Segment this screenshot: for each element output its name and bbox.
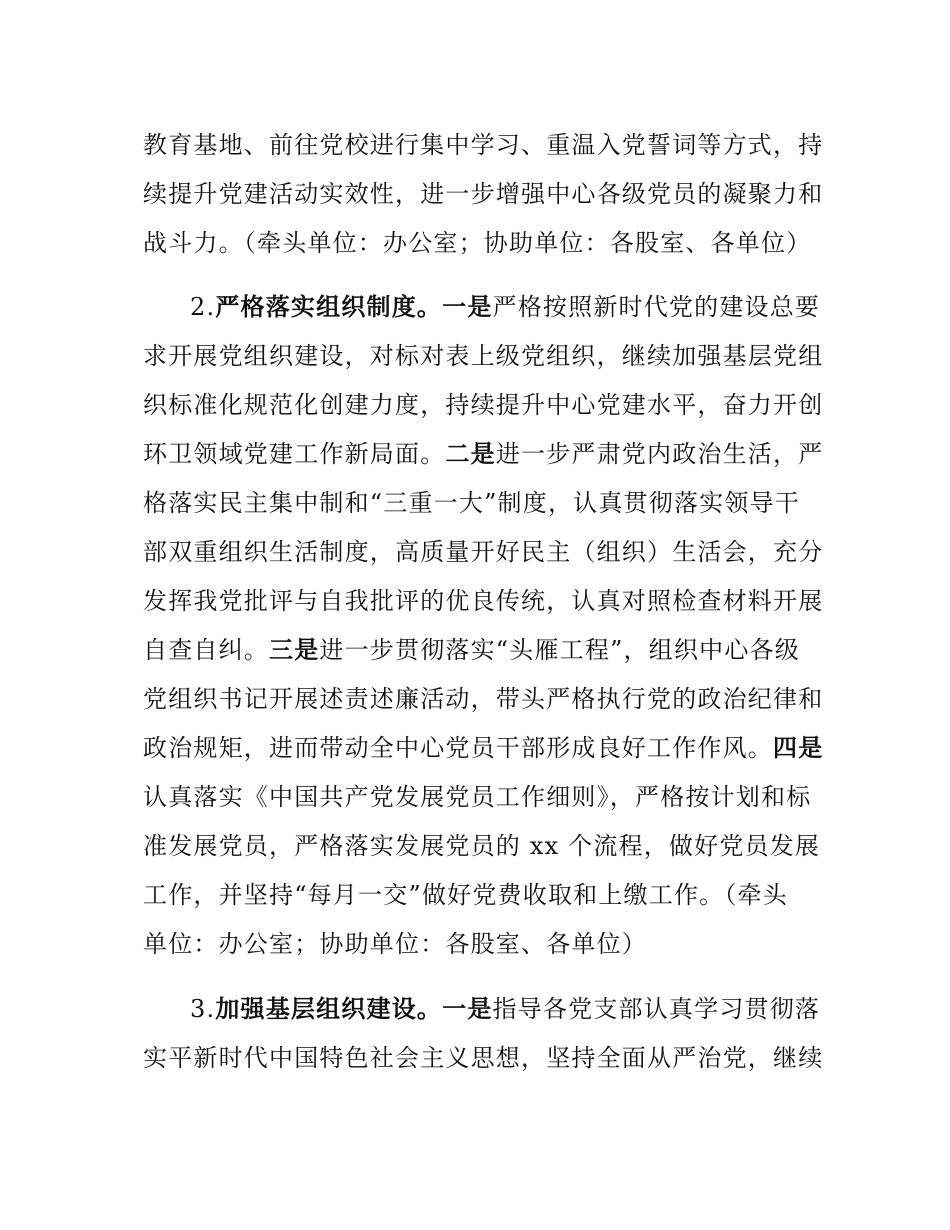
text-line <box>143 634 800 666</box>
text-line: 部双重组织生活制度，高质量开好民主（组织）生活会，充分 <box>143 538 824 566</box>
text-run: 环卫领域党建工作新局面。 <box>143 440 446 468</box>
text-line: 续提升党建活动实效性，进一步增强中心各级党员的凝聚力和 <box>143 180 824 208</box>
text-line: 格落实民主集中制和“三重一大”制度，认真贯彻落实领导干 <box>143 489 800 517</box>
text-line: 求开展党组织建设，对标对表上级党组织，继续加强基层党组 <box>143 342 824 370</box>
keyword: 二是 <box>445 440 496 468</box>
paragraph-heading-line <box>190 291 820 323</box>
keyword: 四是 <box>773 734 824 762</box>
text-line: 发挥我党批评与自我批评的优良传统，认真对照检查材料开展 <box>143 587 824 615</box>
text-line: 教育基地、前往党校进行集中学习、重温入党誓词等方式，持 <box>143 131 824 159</box>
text-run: 进一步贯彻落实“头雁工程”，组织中心各级 <box>319 636 800 664</box>
section-number: 2. <box>190 293 216 321</box>
text-line: 党组织书记开展述责述廉活动，带头严格执行党的政治纪律和 <box>143 685 824 713</box>
text-line: 战斗力。（牵头单位：办公室；协助单位：各股室、各单位） <box>143 229 812 257</box>
keyword: 三是 <box>269 636 320 664</box>
text-line <box>143 438 823 470</box>
text-run: 自查自纠。 <box>143 636 269 664</box>
text-line: 工作，并坚持“每月一交”做好党费收取和上缴工作。（牵头 <box>143 881 788 909</box>
text-run: 指导各党支部认真学习贯彻落 <box>492 995 821 1023</box>
text-line: 单位：办公室；协助单位：各股室、各单位） <box>143 930 647 958</box>
text-run: 严格按照新时代党的建设总要 <box>492 293 821 321</box>
paragraph-heading-line <box>190 993 820 1025</box>
section-title: 加强基层组织建设。 <box>215 995 443 1023</box>
section-number: 3. <box>190 995 216 1023</box>
text-line: 认真落实《中国共产党发展党员工作细则》，严格按计划和标 <box>143 783 812 811</box>
text-line: 准发展党员，严格落实发展党员的 xx 个流程，做好党员发展 <box>143 832 821 860</box>
text-line <box>143 732 823 764</box>
section-title: 严格落实组织制度。 <box>215 293 443 321</box>
text-run: 政治规矩，进而带动全中心党员干部形成良好工作作风。 <box>143 734 773 762</box>
text-run: 进一步严肃党内政治生活，严 <box>495 440 824 468</box>
keyword: 一是 <box>442 293 493 321</box>
text-line: 织标准化规范化创建力度，持续提升中心党建水平，奋力开创 <box>143 391 824 419</box>
text-line: 实平新时代中国特色社会主义思想，坚持全面从严治党，继续 <box>143 1044 824 1072</box>
keyword: 一是 <box>442 995 493 1023</box>
